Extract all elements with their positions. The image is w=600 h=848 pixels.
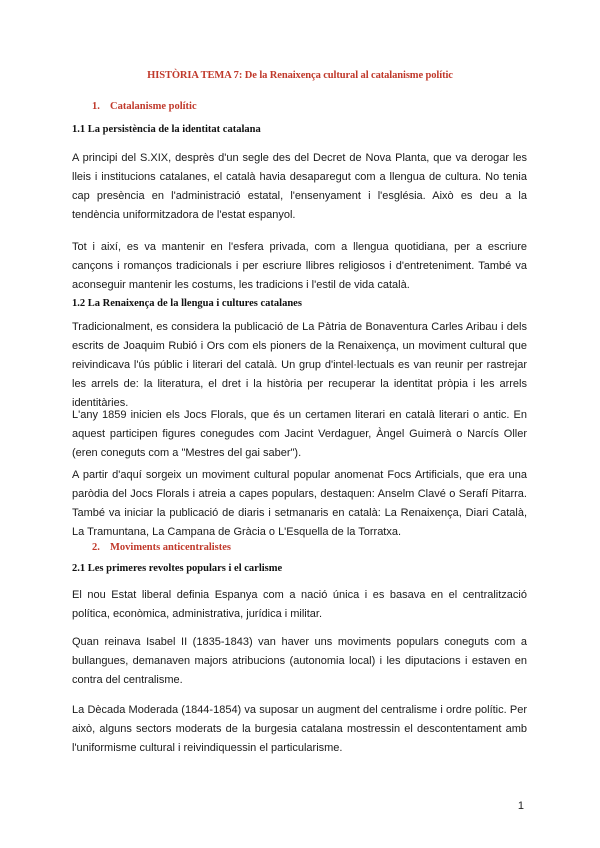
paragraph: La Dècada Moderada (1844-1854) va suposar un augment del centralisme i ordre polític. Per això, alguns sectors moderats de la burgesia catalana mostressin el descontentament amb l'uniformisme cultural i reivindiquessin el particularisme.: [72, 704, 527, 754]
section-title: Catalanisme polític: [110, 101, 197, 112]
subsection-heading-1-2: 1.2 La Renaixença de la llengua i cultures catalanes: [72, 298, 302, 309]
section-number: 2.: [92, 542, 100, 553]
paragraph: Tot i així, es va mantenir en l'esfera privada, com a llengua quotidiana, per a escriure cançons i romanços tradicionals i per escriure llibres religiosos i d'entreteniment. També va aconseguir mantenir les costums, les tradicions i l'estil de vida català.: [72, 241, 527, 291]
paragraph: L'any 1859 inicien els Jocs Florals, que és un certamen literari en català literari o antic. En aquest participen figures conegudes com Jacint Verdaguer, Àngel Guimerà o Narcís Oller (eren coneguts com a "Mestres del gai saber").: [72, 409, 527, 459]
section-heading-2: [92, 542, 231, 553]
section-title: Moviments anticentralistes: [110, 542, 232, 553]
paragraph: A partir d'aquí sorgeix un moviment cultural popular anomenat Focs Artificials, que era una paròdia del Jocs Florals i atreia a capes populars, destaquen: Anselm Clavé o Serafí Pitarra. També va iniciar la publicació de diaris i setmanaris en català: La Renaixença, Diari Català, La Tramuntana, La Campana de Gràcia o L'Esquella de la Torratxa.: [72, 469, 527, 538]
page-number: 1: [517, 800, 524, 812]
document-title: HISTÒRIA TEMA 7: De la Renaixença cultural al catalanisme polític: [147, 70, 453, 81]
paragraph: Quan reinava Isabel II (1835-1843) van haver uns moviments populars coneguts com a bullangues, demanaven majors atribucions (autonomia local) i les diputacions i estaven en contra del centralisme.: [72, 636, 527, 686]
section-number: 1.: [92, 101, 100, 112]
section-heading-1: [92, 101, 197, 112]
subsection-heading-1-1: 1.1 La persistència de la identitat catalana: [72, 124, 261, 135]
subsection-heading-2-1: 2.1 Les primeres revoltes populars i el carlisme: [72, 563, 283, 574]
paragraph: A principi del S.XIX, desprès d'un segle des del Decret de Nova Planta, que va derogar les lleis i institucions catalanes, el català havia desaparegut com a llengua de cultura. No tenia cap presència en l'administració estatal, l'ensenyament i l'església. Això es deu a la tendència uniformitzadora de l'estat espanyol.: [72, 152, 527, 221]
paragraph: Tradicionalment, es considera la publicació de La Pàtria de Bonaventura Carles Aribau i dels escrits de Joaquim Rubió i Ors com els pioners de la Renaixença, un moviment cultural que reivindicava l'ús públic i literari del català. Un grup d'intel·lectuals es van reunir per rastrejar les arrels de: la literatura, el dret i la història per recuperar la identitat pròpia i les arrels identitàries.: [72, 321, 527, 409]
paragraph: El nou Estat liberal definia Espanya com a nació única i es basava en el centralització política, econòmica, administrativa, jurídica i militar.: [72, 589, 527, 620]
